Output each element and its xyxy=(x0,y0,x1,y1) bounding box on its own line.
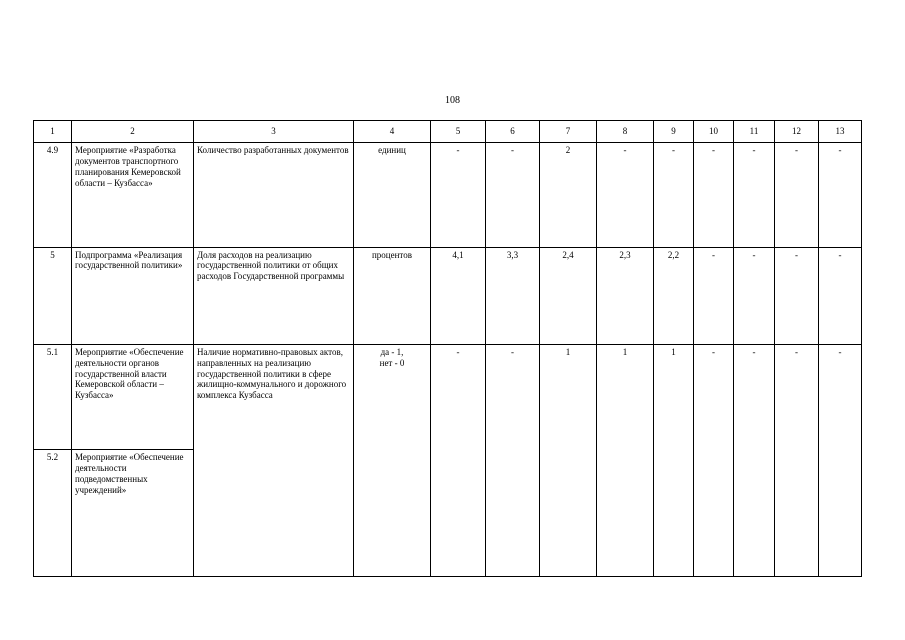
row-unit: процентов xyxy=(354,247,431,344)
column-header: 7 xyxy=(540,121,597,143)
row-indicator: Количество разработанных документов xyxy=(194,143,354,247)
row-value: - xyxy=(819,344,862,576)
column-header: 8 xyxy=(597,121,654,143)
column-header: 12 xyxy=(775,121,819,143)
table-row xyxy=(34,247,862,344)
table-row xyxy=(34,143,862,247)
row-value: - xyxy=(734,143,775,247)
row-value: - xyxy=(819,143,862,247)
row-value: - xyxy=(734,247,775,344)
row-number: 5 xyxy=(34,247,72,344)
row-value: - xyxy=(431,344,486,576)
column-header: 9 xyxy=(654,121,694,143)
column-header: 3 xyxy=(194,121,354,143)
table-row xyxy=(34,344,862,449)
row-unit: единиц xyxy=(354,143,431,247)
row-value: 1 xyxy=(654,344,694,576)
row-value: 1 xyxy=(597,344,654,576)
indicators-table xyxy=(33,120,862,577)
row-name: Мероприятие «Разработка документов транспортного планирования Кемеровской области – Кузбасса» xyxy=(72,143,194,247)
row-value: - xyxy=(486,143,540,247)
row-value: - xyxy=(694,344,734,576)
column-header: 2 xyxy=(72,121,194,143)
row-value: - xyxy=(694,143,734,247)
row-value: - xyxy=(486,344,540,576)
row-value: 3,3 xyxy=(486,247,540,344)
row-indicator: Наличие нормативно-правовых актов, направленных на реализацию государственной политики в сфере жилищно-коммунального и дорожного комплекса Кузбасса xyxy=(194,344,354,576)
row-name: Подпрограмма «Реализация государственной политики» xyxy=(72,247,194,344)
row-value: - xyxy=(431,143,486,247)
row-number: 4.9 xyxy=(34,143,72,247)
row-value: - xyxy=(734,344,775,576)
row-value: 2 xyxy=(540,143,597,247)
column-header: 4 xyxy=(354,121,431,143)
row-value: 1 xyxy=(540,344,597,576)
row-number: 5.2 xyxy=(34,450,72,577)
column-header: 11 xyxy=(734,121,775,143)
row-value: - xyxy=(597,143,654,247)
column-header: 1 xyxy=(34,121,72,143)
row-value: - xyxy=(654,143,694,247)
column-header: 5 xyxy=(431,121,486,143)
row-indicator: Доля расходов на реализацию государственной политики от общих расходов Государственной программы xyxy=(194,247,354,344)
row-value: 2,3 xyxy=(597,247,654,344)
table-header-row xyxy=(34,121,862,143)
page-number: 108 xyxy=(445,95,460,106)
row-value: 2,4 xyxy=(540,247,597,344)
row-value: - xyxy=(775,143,819,247)
row-value: - xyxy=(775,344,819,576)
row-unit xyxy=(354,344,431,576)
column-header: 6 xyxy=(486,121,540,143)
column-header: 13 xyxy=(819,121,862,143)
row-number: 5.1 xyxy=(34,344,72,449)
row-unit-text: да - 1, нет - 0 xyxy=(379,346,405,368)
row-name: Мероприятие «Обеспечение деятельности подведомственных учреждений» xyxy=(72,450,194,577)
row-value: 2,2 xyxy=(654,247,694,344)
row-value: 4,1 xyxy=(431,247,486,344)
row-name: Мероприятие «Обеспечение деятельности органов государственной власти Кемеровской области – Кузбасса» xyxy=(72,344,194,449)
column-header: 10 xyxy=(694,121,734,143)
row-value: - xyxy=(694,247,734,344)
row-value: - xyxy=(775,247,819,344)
row-value: - xyxy=(819,247,862,344)
